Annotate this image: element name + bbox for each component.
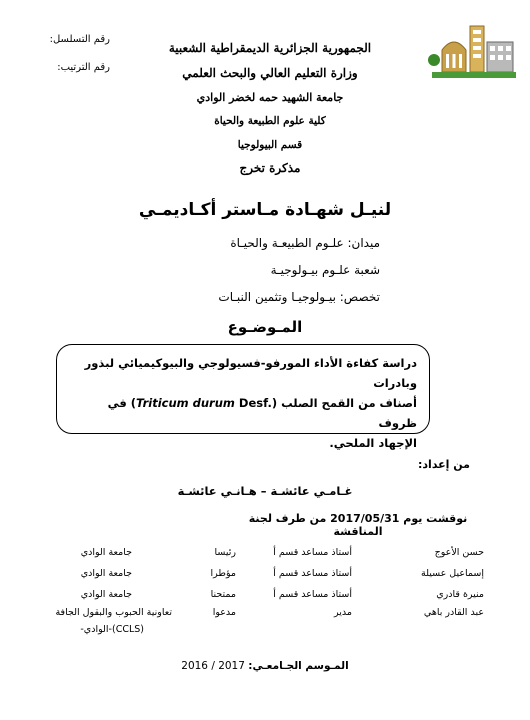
jury-2-rank: أستاذ مساعد قسم أ [273,568,352,579]
order-number-label: رقم الترتيب: [57,62,110,73]
republic-line: الجمهورية الجزائرية الديمقراطية الشعبية [168,41,372,55]
academic-year-value: 2016 / 2017 [181,660,245,672]
jury-3-rank: أستاذ مساعد قسم أ [273,589,352,600]
department-line: قسم البيولوجيا [237,139,303,151]
ministry-line: وزارة التعليم العالي والبحث العلمي [182,66,358,80]
degree-title: لنيـل شهـادة مـاستر أكـاديمـي [138,200,392,220]
species-author: Desf. [234,396,272,410]
university-logo [424,20,520,86]
specialty-field: تخصص: بيـولوجيـا وتثمين النبـات [218,290,380,304]
jury-4-rank: مدير [334,607,352,618]
topic-line-2 [69,393,417,433]
jury-4-name: عبد القادر باهي [423,607,484,618]
jury-4-role: مدعوا [212,607,236,618]
authors: غـامـي عائشـة – هـانـي عائشـة [177,484,353,498]
domain-field: ميدان: علـوم الطبيعـة والحيـاة [230,236,380,250]
topic-heading: المـوضـوع [227,318,303,336]
jury-3-name: منيرة قادري [436,589,484,600]
jury-2-role: مؤطرا [210,568,236,579]
jury-1-name: حسن الأعوج [434,547,484,558]
jury-4-institution: تعاونية الحبوب والبقول الجافة [55,607,172,618]
academic-year-line [150,660,380,672]
topic-line-2-post: ) في ظروف [107,396,417,430]
jury-1-rank: أستاذ مساعد قسم أ [273,547,352,558]
thesis-topic-box [56,344,430,450]
university-line: جامعة الشهيد حمه لخضر الوادي [196,91,344,104]
topic-line-1: دراسة كفاءة الأداء المورفو-فسيولوجي والبيوكيميائي لبذور وبادرات [84,356,417,390]
jury-2-institution: جامعة الوادي [80,568,132,579]
topic-line-3: الإجهاد الملحي. [329,436,417,450]
jury-1-role: رئيسا [214,547,236,558]
jury-4-institution-extra: (CCLS)-الوادي- [80,624,144,635]
topic-line-2-pre: أصناف من القمح الصلب ( [271,396,417,410]
branch-field: شعبة علـوم بيـولوجيـة [270,263,380,277]
prepared-by-label: من إعداد: [418,458,470,471]
jury-1-institution: جامعة الوادي [80,547,132,558]
serial-number-label: رقم التسلسل: [49,34,110,45]
jury-3-role: ممتحنا [210,589,236,600]
academic-year-label: المـوسم الجـامعـي: [248,660,349,672]
faculty-line: كلية علوم الطبيعة والحياة [214,115,326,127]
jury-3-institution: جامعة الوادي [80,589,132,600]
species-name: Triticum durum [136,396,235,410]
document-type: مذكرة تخرج [239,161,301,175]
defense-date-line: نوقشت يوم 2017/05/31 من طرف لجنة المناقشة [248,512,468,538]
jury-2-name: إسماعيل عسيلة [421,568,484,579]
